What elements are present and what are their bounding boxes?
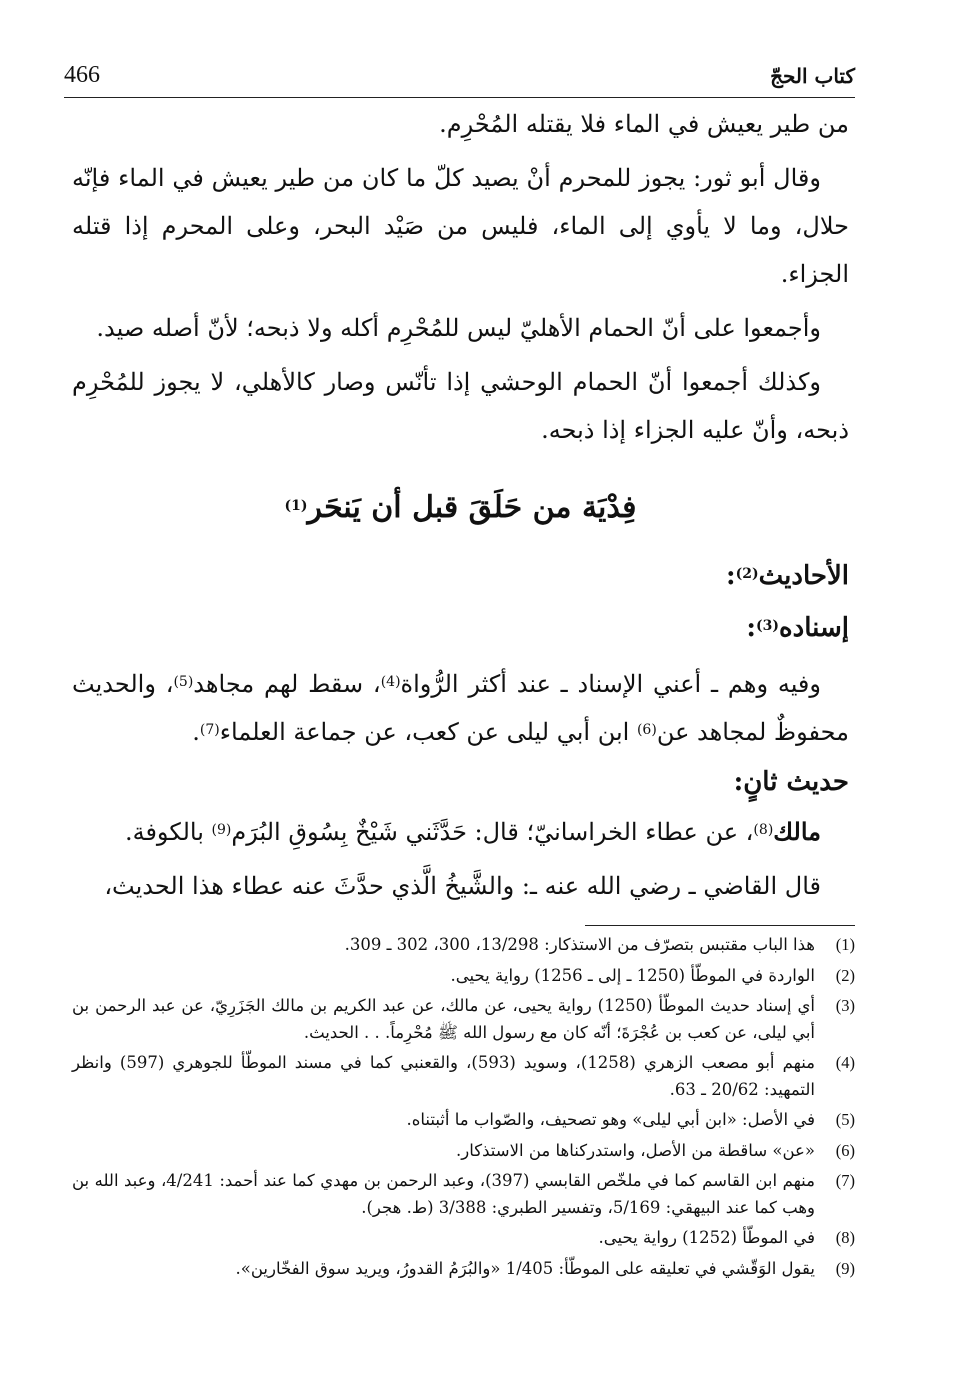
footnote-number: (3) [835, 996, 855, 1015]
paragraph: من طير يعيش في الماء فلا يقتله المُحْرِم. [439, 110, 849, 138]
paragraph: قال القاضي ـ رضي الله عنه ـ: والشَّيخُ الَّذي حدَّثَ عنه عطاء هذا الحديث، [104, 872, 821, 900]
main-text [72, 100, 849, 910]
text-run: بالكوفة. [124, 818, 212, 846]
subheading-ahadith [72, 550, 849, 602]
footnote-ref: (2) [735, 566, 759, 582]
footnote-ref: (4) [380, 674, 401, 690]
footnote-text: يقول الوَقّشي في تعليقه على الموطّأ: 1/405 «والبُرَمُ القدورُ، ويريد سوق الفخّارين». [235, 1258, 815, 1278]
footnote-ref: (1) [284, 498, 308, 514]
footnote-text: في الموطّأ (1252) رواية يحيى. [598, 1228, 815, 1247]
footnote [72, 1225, 855, 1252]
footnote [72, 993, 855, 1046]
footnote-ref: (5) [173, 674, 194, 690]
footnote-number: (4) [835, 1053, 855, 1072]
running-title: كتاب الحجّ [770, 64, 855, 88]
footnote-text: منهم أبو مصعب الزهري (1258)، وسويد (593)، والقعنبي كما في مسند الموطّأ للجوهري (597) وانظر التمهيد: 20/62 ـ 63. [72, 1053, 816, 1099]
text-run: وفيه وهم ـ أعني الإسناد ـ عند أكثر الرُّواة [400, 670, 821, 698]
footnote-text: في الأصل: «ابن أبي ليلى» وهو تصحيف، والصّواب ما أثبتناه. [406, 1110, 815, 1129]
footnote-number: (2) [835, 965, 855, 985]
footnote [72, 1256, 855, 1283]
footnote-number: (6) [835, 1140, 855, 1160]
footnote-number: (1) [835, 935, 855, 954]
footnote [72, 1138, 855, 1165]
footnote [72, 1050, 855, 1103]
footnote-number: (9) [835, 1258, 855, 1278]
subheading-isnad [72, 602, 849, 654]
footnote-ref: (9) [211, 822, 232, 838]
section-title [72, 484, 849, 532]
text-run: ، والحديث محفوظٌ لمجاهد عن [72, 670, 849, 746]
paragraph [72, 808, 849, 856]
colon: : [726, 561, 736, 591]
footnotes [72, 932, 855, 1286]
footnote-ref: (3) [756, 618, 780, 634]
section-title-text: فِدْيَة من حَلَقَ قبل أن يَنحَر [307, 490, 637, 525]
footnote-number: (8) [835, 1228, 855, 1247]
footnote [72, 963, 855, 990]
subheading-hadith-2: حديث ثانٍ: [733, 767, 849, 797]
footnote-rule [585, 925, 855, 926]
page-number: 466 [64, 62, 100, 88]
footnote-ref: (8) [753, 822, 774, 838]
footnote-text: منهم ابن القاسم كما في ملخّص القابسي (397)، وعبد الرحمن بن مهدي كما عند أحمد: 4/241، وعبد الله بن وهب كما عند البيهقي: 5/169، وتفسير الطبري: 3/388 (ط. هجر). [72, 1171, 815, 1217]
text-run: . [192, 718, 200, 746]
footnote-text: الواردة في الموطّأ (1250 ـ إلى ـ 1256) رواية يحيى. [450, 965, 815, 985]
footnote-ref: (7) [199, 722, 220, 738]
subheading-text: إسناده [779, 613, 849, 643]
footnote-number: (5) [835, 1110, 855, 1129]
text-run: ، عن عطاء الخراسانيّ؛ قال: حَدَّثَني شَيْخٌ بِسُوقِ البُرَم [231, 818, 754, 846]
footnote-number: (7) [835, 1171, 855, 1190]
footnote [72, 932, 855, 959]
colon: : [746, 613, 757, 643]
narrator-name: مالك [773, 817, 821, 846]
paragraph: وكذلك أجمعوا أنّ الحمام الوحشي إذا تأنّس وصار كالأهلي، لا يجوز للمُحْرِم ذبحه، وأنّ عليه الجزاء إذا ذبحه. [72, 368, 849, 444]
footnote-ref: (6) [636, 722, 657, 738]
text-run: ، سقط لهم مجاهد [193, 670, 381, 698]
text-run: ابن أبي ليلى عن كعب، عن جماعة العلماء [219, 718, 637, 746]
footnote [72, 1107, 855, 1134]
paragraph: وأجمعوا على أنّ الحمام الأهليّ ليس للمُحْرِم أكله ولا ذبحه؛ لأنّ أصله صيد. [96, 314, 821, 342]
paragraph: وقال أبو ثور: يجوز للمحرم أنْ يصيد كلّ ما كان من طير يعيش في الماء فإنّه حلال، وما لا يأوي إلى الماء، فليس من صَيْد البحر، وعلى المحرم إذا قتله الجزاء. [72, 164, 849, 288]
footnote [72, 1168, 855, 1221]
header-rule [64, 97, 855, 98]
page-header [64, 58, 855, 98]
subheading-text: الأحاديث [758, 561, 849, 591]
footnote-text: هذا الباب مقتبس بتصرّف من الاستذكار: 13/298، 300، 302 ـ 309. [344, 935, 815, 954]
paragraph [72, 660, 849, 756]
footnote-text: «عن» ساقطة من الأصل، واستدركناها من الاستذكار. [456, 1140, 815, 1160]
footnote-text: أي إسناد حديث الموطّأ (1250) رواية يحيى، عن مالك، عن عبد الكريم بن مالك الجَزَرِيّ، عن عبد الرحمن بن أبي ليلى، عن كعب بن عُجْرَةَ؛ أنّه كان مع رسول الله ﷺ مُحْرِماً. . . الحديث. [72, 996, 816, 1042]
